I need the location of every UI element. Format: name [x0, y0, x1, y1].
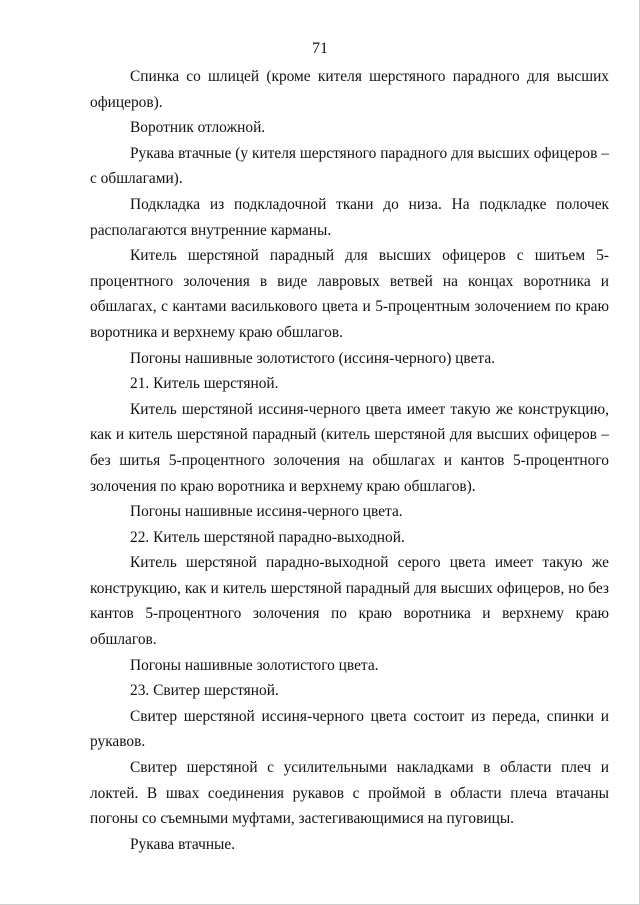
paragraph-lining: Подкладка из подкладочной ткани до низа. На подкладке полочек располагаются внутренние карманы.	[90, 195, 609, 239]
paragraph-sweater-composition: Свитер шерстяной иссиня-черного цвета состоит из переда, спинки и рукавов.	[90, 707, 609, 751]
paragraph-shoulder-straps-2: Погоны нашивные иссиня-черного цвета.	[130, 503, 403, 521]
paragraph-sleeves: Рукава втачные (у кителя шерстяного парадного для высших офицеров – с обшлагами).	[90, 144, 609, 188]
page-number: 71	[312, 40, 328, 57]
paragraph-collar: Воротник отложной.	[130, 119, 266, 137]
section-heading-23: 23. Свитер шерстяной.	[130, 682, 279, 700]
paragraph-parade-jacket: Китель шерстяной парадный для высших офицеров с шитьем 5-процентного золочения в виде лавровых ветвей на концах воротника и обшлагах, с кантами василькового цвета и 5-процентным золочением по краю воротника и верхнему краю обшлагов.	[90, 247, 609, 341]
paragraph-wool-jacket: Китель шерстяной иссиня-черного цвета имеет такую же конструкцию, как и китель шерстяной парадный (китель шерстяной для высших офицеров – без шитья 5-процентного золочения на обшлагах и кантов 5-процентного золочения по краю воротника и верхнему краю обшлагов).	[90, 400, 609, 495]
paragraph-sweater-sleeves: Рукава втачные.	[130, 835, 236, 853]
section-heading-21: 21. Китель шерстяной.	[130, 375, 279, 393]
paragraph-shoulder-straps-1: Погоны нашивные золотистого (иссиня-черного) цвета.	[130, 349, 496, 367]
section-heading-22: 22. Китель шерстяной парадно-выходной.	[130, 528, 405, 546]
paragraph-parade-outgoing-jacket: Китель шерстяной парадно-выходной серого цвета имеет такую же конструкцию, как и китель шерстяной парадный для высших офицеров, но без кантов 5-процентного золочения по краю воротника и верхнему краю обшлагов.	[90, 554, 609, 649]
paragraph-back-slit: Спинка со шлицей (кроме кителя шерстяного парадного для высших офицеров).	[90, 68, 609, 111]
document-body	[90, 64, 609, 857]
paragraph-shoulder-straps-3: Погоны нашивные золотистого цвета.	[130, 656, 379, 674]
paragraph-sweater-details: Свитер шерстяной с усилительными накладками в области плеч и локтей. В швах соединения рукавов с проймой в области плеча втачаны погоны со съемными муфтами, застегивающимися на пуговицы.	[90, 759, 609, 828]
